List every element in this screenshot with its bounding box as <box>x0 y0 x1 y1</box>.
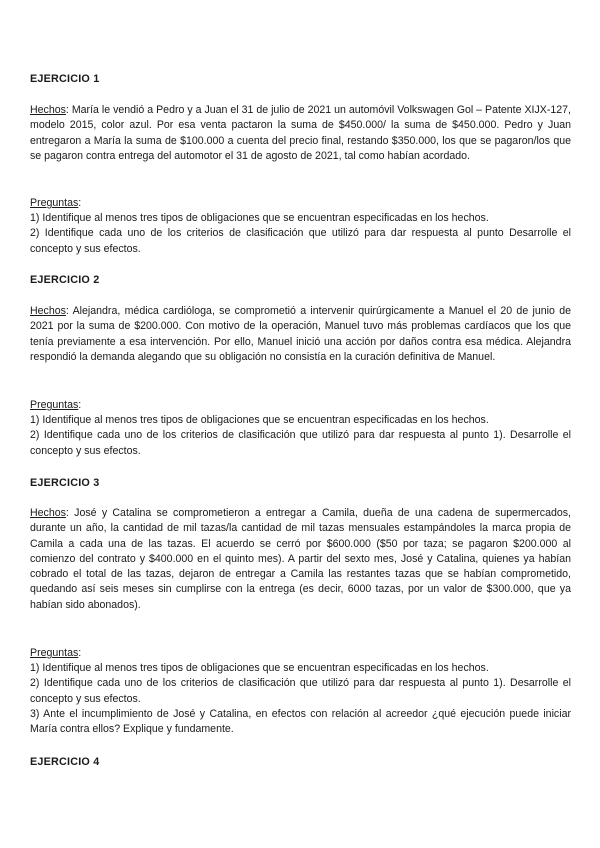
exercise-1-questions-label: Preguntas: <box>30 197 82 209</box>
question-item: 2) Identifique cada uno de los criterios de clasificación que utilizó para dar respuesta al punto Desarrolle el concepto y sus efectos. <box>30 227 571 255</box>
exercise-3-questions <box>30 661 571 737</box>
exercise-2-questions-label: Preguntas: <box>30 399 82 411</box>
question-item: 2) Identifique cada uno de los criterios de clasificación que utilizó para dar respuesta al punto 1). Desarrolle el concepto y sus efectos. <box>30 429 571 457</box>
question-item: 1) Identifique al menos tres tipos de obligaciones que se encuentran especificadas en los hechos. <box>30 414 489 426</box>
exercise-2-facts: Hechos: Alejandra, médica cardióloga, se comprometió a intervenir quirúrgicamente a Manuel el 20 de junio de 2021 por la suma de $200.000. Con motivo de la operación, Manuel tuvo más problemas cardíacos que los que tenía previamente a esa intervención. Por ello, Manuel inició una acción por daños contra esa médica. Alejandra respondió la demanda alegando que su obligación no consistía en la curación definitiva de Manuel. <box>30 305 571 363</box>
exercise-2-title: EJERCICIO 2 <box>30 274 100 286</box>
question-item: 2) Identifique cada uno de los criterios de clasificación que utilizó para dar respuesta al punto 1). Desarrolle el concepto y sus efectos. <box>30 677 571 705</box>
facts-text: Alejandra, médica cardióloga, se comprometió a intervenir quirúrgicamente a Manuel el 20 de junio de 2021 por la suma de $200.000. Con motivo de la operación, Manuel tuvo más problemas cardíacos que los que tenía previamente a esa intervención. Por ello, Manuel inició una acción por daños contra esa médica. Alejandra respondió la demanda alegando que su obligación no consistía en la curación definitiva de Manuel. <box>30 305 571 363</box>
facts-label: Hechos <box>30 507 66 519</box>
exercise-3-facts: Hechos: José y Catalina se comprometieron a entregar a Camila, dueña de una cadena de supermercados, durante un año, la cantidad de mil tazas/la cantidad de mil tazas mensuales estampándoles la marca propia de Camila a cada una de las tazas. El acuerdo se cerró por $600.000 ($50 por taza; se pagaron $200.000 al comienzo del contrato y $400.000 en el quinto mes). A partir del sexto mes, José y Catalina, quienes ya habían cobrado el total de las tazas, dejaron de entregar a Camila las restantes tazas que se habían comprometido, quedando así seis meses sin cumplirse con la entrega (es decir, 6000 tazas, por un valor de $300.000, que ya habían sido abonados). <box>30 507 571 611</box>
question-item: 1) Identifique al menos tres tipos de obligaciones que se encuentran especificadas en los hechos. <box>30 662 489 674</box>
facts-label: Hechos <box>30 104 66 116</box>
exercise-1-title: EJERCICIO 1 <box>30 73 100 85</box>
exercise-3-title: EJERCICIO 3 <box>30 477 100 489</box>
facts-label: Hechos <box>30 305 66 317</box>
facts-text: María le vendió a Pedro y a Juan el 31 de julio de 2021 un automóvil Volkswagen Gol – Patente XIJX-127, modelo 2015, color azul. Por esa venta pactaron la suma de $450.000/ la suma de $450.000. Pedro y Juan entregaron a María la suma de $100.000 a cuenta del precio final, restando $350.000, los que se pagaron/los que se pagaron contra entrega del automotor el 31 de agosto de 2021, tal como habían acordado. <box>30 104 571 162</box>
question-item: 1) Identifique al menos tres tipos de obligaciones que se encuentran especificadas en los hechos. <box>30 212 489 224</box>
exercise-1-questions <box>30 211 571 257</box>
question-item: 3) Ante el incumplimiento de José y Catalina, en efectos con relación al acreedor ¿qué ejecución puede iniciar María contra ellos? Explique y fundamente. <box>30 707 571 736</box>
exercise-1-facts: Hechos: María le vendió a Pedro y a Juan el 31 de julio de 2021 un automóvil Volkswagen Gol – Patente XIJX-127, modelo 2015, color azul. Por esa venta pactaron la suma de $450.000/ la suma de $450.000. Pedro y Juan entregaron a María la suma de $100.000 a cuenta del precio final, restando $350.000, los que se pagaron/los que se pagaron contra entrega del automotor el 31 de agosto de 2021, tal como habían acordado. <box>30 104 571 162</box>
facts-text: José y Catalina se comprometieron a entregar a Camila, dueña de una cadena de supermercados, durante un año, la cantidad de mil tazas/la cantidad de mil tazas mensuales estampándoles la marca propia de Camila a cada una de las tazas. El acuerdo se cerró por $600.000 ($50 por taza; se pagaron $200.000 al comienzo del contrato y $400.000 en el quinto mes). A partir del sexto mes, José y Catalina, quienes ya habían cobrado el total de las tazas, dejaron de entregar a Camila las restantes tazas que se habían comprometido, quedando así seis meses sin cumplirse con la entrega (es decir, 6000 tazas, por un valor de $300.000, que ya habían sido abonados). <box>30 507 571 611</box>
exercise-2-questions <box>30 413 571 459</box>
exercise-4-title: EJERCICIO 4 <box>30 756 100 768</box>
exercise-3-questions-label: Preguntas: <box>30 647 82 659</box>
